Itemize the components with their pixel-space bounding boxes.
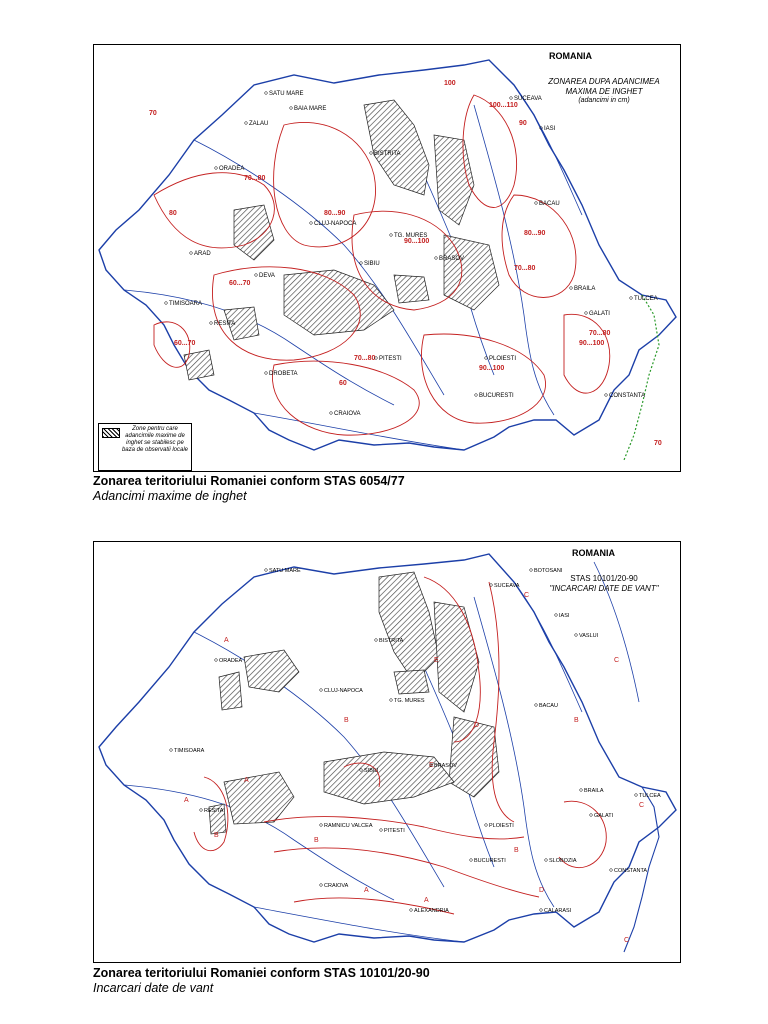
zone-label: 60...70 bbox=[174, 340, 196, 347]
city-label: CLUJ-NAPOCA bbox=[324, 688, 363, 694]
zone-label: B bbox=[574, 717, 579, 724]
city-label: CRAIOVA bbox=[324, 883, 349, 889]
zone-label: 80...90 bbox=[324, 210, 346, 217]
mountain-zone bbox=[364, 100, 429, 195]
city-label: SATU MARE bbox=[269, 568, 301, 574]
city-marker bbox=[485, 357, 488, 360]
city-label: DEVA bbox=[259, 273, 275, 279]
zone-label: C bbox=[614, 657, 620, 664]
city-marker bbox=[390, 234, 393, 237]
city-label: BOTOSANI bbox=[534, 568, 563, 574]
city-label: BISTRITA bbox=[374, 151, 401, 157]
city-marker bbox=[215, 659, 218, 662]
city-marker bbox=[360, 262, 363, 265]
city-marker bbox=[265, 569, 268, 572]
city-label: BACAU bbox=[539, 201, 560, 207]
city-marker bbox=[570, 287, 573, 290]
city-marker bbox=[485, 824, 488, 827]
zone-label: C bbox=[524, 592, 530, 599]
city-marker bbox=[265, 92, 268, 95]
wind-load-map-drawing bbox=[94, 542, 680, 962]
zone-label: 90...100 bbox=[479, 365, 505, 372]
city-marker bbox=[215, 167, 218, 170]
zone-label: A bbox=[244, 777, 249, 784]
city-label: IASI bbox=[544, 126, 556, 132]
mountain-zone bbox=[219, 672, 242, 710]
zone-label: D bbox=[539, 887, 545, 894]
city-label: BISTRITA bbox=[379, 638, 404, 644]
mountain-zone bbox=[449, 717, 499, 797]
city-label: PITESTI bbox=[384, 828, 405, 834]
city-label: TIMISOARA bbox=[169, 301, 203, 307]
city-label: TG. MURES bbox=[394, 698, 425, 704]
city-marker bbox=[530, 569, 533, 572]
city-marker bbox=[310, 222, 313, 225]
city-marker bbox=[575, 634, 578, 637]
city-label: GALATI bbox=[589, 311, 610, 317]
city-label: CONSTANTA bbox=[609, 393, 646, 399]
city-label: TULCEA bbox=[634, 296, 658, 302]
city-label: PLOIESTI bbox=[489, 356, 517, 362]
city-label: PLOIESTI bbox=[489, 823, 514, 829]
zone-isoline bbox=[502, 195, 576, 298]
city-label: BAIA MARE bbox=[294, 106, 327, 112]
city-label: SUCEAVA bbox=[494, 583, 520, 589]
city-marker bbox=[630, 297, 633, 300]
city-marker bbox=[190, 252, 193, 255]
city-marker bbox=[265, 372, 268, 375]
zone-label: 70...80 bbox=[244, 175, 266, 182]
mountain-zone bbox=[379, 572, 439, 682]
zone-label: A bbox=[364, 887, 369, 894]
wind-load-map bbox=[93, 541, 681, 963]
city-marker bbox=[635, 794, 638, 797]
city-marker bbox=[435, 257, 438, 260]
hatch-swatch bbox=[102, 428, 120, 438]
map-title-line-2: MAXIMA DE INGHET bbox=[565, 87, 643, 96]
city-marker bbox=[210, 322, 213, 325]
city-label: BRAILA bbox=[584, 788, 604, 794]
zone-label: 100 bbox=[444, 80, 456, 87]
city-label: TG. MURES bbox=[394, 233, 428, 239]
caption-wind bbox=[93, 966, 430, 996]
city-label: BUCURESTI bbox=[474, 858, 506, 864]
legend bbox=[98, 423, 192, 471]
mountain-zone bbox=[224, 772, 294, 824]
city-label: CALARASI bbox=[544, 908, 572, 914]
city-label: VASLUI bbox=[579, 633, 599, 639]
city-marker bbox=[320, 824, 323, 827]
city-marker bbox=[320, 884, 323, 887]
country-label: ROMANIA bbox=[549, 51, 592, 61]
caption-subtitle: Adancimi maxime de inghet bbox=[93, 489, 247, 503]
map-title-line-1: ZONAREA DUPA ADANCIMEA bbox=[548, 77, 660, 86]
city-label: ORADEA bbox=[219, 658, 243, 664]
city-marker bbox=[585, 312, 588, 315]
city-label: TIMISOARA bbox=[174, 748, 205, 754]
zone-label: 70...80 bbox=[354, 355, 376, 362]
city-marker bbox=[170, 749, 173, 752]
city-marker bbox=[590, 814, 593, 817]
city-label: BUCURESTI bbox=[479, 393, 514, 399]
black-sea-coast bbox=[624, 295, 659, 460]
zone-label: 70...80 bbox=[589, 330, 611, 337]
zone-label: 70 bbox=[149, 110, 157, 117]
legend-text: Zone pentru care adancimile maxime de inghet se stabilesc pe baza de observatii locale bbox=[121, 426, 189, 453]
mountain-zone bbox=[284, 270, 394, 335]
city-marker bbox=[510, 97, 513, 100]
map-title-line-1: STAS 10101/20-90 bbox=[570, 574, 638, 583]
city-marker bbox=[380, 829, 383, 832]
city-label: CRAIOVA bbox=[334, 411, 361, 417]
caption-title: Zonarea teritoriului Romaniei conform STAS 10101/20-90 bbox=[93, 966, 430, 980]
mountain-zone bbox=[394, 670, 429, 694]
city-label: ORADEA bbox=[219, 166, 245, 172]
country-label: ROMANIA bbox=[572, 548, 615, 558]
mountain-zone bbox=[244, 650, 299, 692]
mountain-zone bbox=[394, 275, 429, 303]
city-label: ARAD bbox=[194, 251, 211, 257]
city-marker bbox=[470, 859, 473, 862]
city-label: SUCEAVA bbox=[514, 96, 542, 102]
city-label: SATU MARE bbox=[269, 91, 304, 97]
city-label: DROBETA bbox=[269, 371, 298, 377]
zone-label: B bbox=[214, 832, 219, 839]
city-label: RESITA bbox=[204, 808, 224, 814]
city-label: BRAILA bbox=[574, 286, 596, 292]
city-marker bbox=[375, 639, 378, 642]
zone-isoline bbox=[564, 314, 610, 393]
mountain-zone bbox=[434, 602, 479, 712]
caption-frost bbox=[93, 474, 405, 504]
zone-label: C bbox=[624, 937, 630, 944]
zone-label: E bbox=[434, 657, 439, 664]
city-label: ZALAU bbox=[249, 121, 269, 127]
city-label: SIBIU bbox=[364, 261, 380, 267]
zone-label: A bbox=[424, 897, 429, 904]
zone-label: A bbox=[184, 797, 189, 804]
zone-boundary bbox=[274, 848, 539, 897]
city-marker bbox=[200, 809, 203, 812]
city-marker bbox=[320, 689, 323, 692]
city-marker bbox=[605, 394, 608, 397]
city-marker bbox=[390, 699, 393, 702]
zone-label: 100...110 bbox=[489, 102, 518, 109]
mountain-zone bbox=[324, 752, 454, 804]
city-label: BRASOV bbox=[439, 256, 465, 262]
city-marker bbox=[580, 789, 583, 792]
city-marker bbox=[475, 394, 478, 397]
city-label: IASI bbox=[559, 613, 570, 619]
city-marker bbox=[330, 412, 333, 415]
city-label: GALATI bbox=[594, 813, 614, 819]
city-marker bbox=[255, 274, 258, 277]
city-label: RESITA bbox=[214, 321, 236, 327]
zone-label: 60...70 bbox=[229, 280, 251, 287]
zone-label: 90...100 bbox=[404, 238, 430, 245]
city-marker bbox=[535, 202, 538, 205]
mountain-zone bbox=[234, 205, 274, 260]
caption-subtitle: Incarcari date de vant bbox=[93, 981, 214, 995]
city-marker bbox=[545, 859, 548, 862]
city-label: BACAU bbox=[539, 703, 558, 709]
zone-label: 80...90 bbox=[524, 230, 546, 237]
zone-label: 70...80 bbox=[514, 265, 536, 272]
map-title-line-2: "INCARCARI DATE DE VANT" bbox=[549, 584, 659, 593]
city-marker bbox=[535, 704, 538, 707]
city-marker bbox=[610, 869, 613, 872]
mountain-zone bbox=[444, 235, 499, 310]
frost-depth-map-drawing bbox=[94, 45, 680, 471]
city-marker bbox=[555, 614, 558, 617]
zone-label: 90 bbox=[519, 120, 527, 127]
city-label: SLOBOZIA bbox=[549, 858, 577, 864]
zone-label: B bbox=[344, 717, 349, 724]
city-label: BRASOV bbox=[434, 763, 457, 769]
frost-depth-map bbox=[93, 44, 681, 472]
city-marker bbox=[540, 909, 543, 912]
city-marker bbox=[370, 152, 373, 155]
zone-label: A bbox=[224, 637, 229, 644]
zone-boundary bbox=[489, 582, 514, 822]
city-marker bbox=[290, 107, 293, 110]
city-label: ALEXANDRIA bbox=[414, 908, 449, 914]
city-marker bbox=[245, 122, 248, 125]
city-label: SIBIU bbox=[364, 768, 379, 774]
zone-isoline bbox=[274, 122, 376, 246]
zone-label: 80 bbox=[169, 210, 177, 217]
zone-label: C bbox=[639, 802, 645, 809]
zone-label: B bbox=[514, 847, 519, 854]
city-label: RAMNICU VALCEA bbox=[324, 823, 373, 829]
map-title-line-3: (adancimi in cm) bbox=[578, 97, 630, 104]
city-label: PITESTI bbox=[379, 356, 402, 362]
mountain-zone bbox=[184, 350, 214, 380]
city-label: CONSTANTA bbox=[614, 868, 648, 874]
caption-title: Zonarea teritoriului Romaniei conform STAS 6054/77 bbox=[93, 474, 405, 488]
zone-label: 60 bbox=[339, 380, 347, 387]
city-marker bbox=[410, 909, 413, 912]
zone-label: 90...100 bbox=[579, 340, 605, 347]
city-marker bbox=[165, 302, 168, 305]
zone-label: 70 bbox=[654, 440, 662, 447]
zone-label: E bbox=[429, 762, 434, 769]
zone-label: B bbox=[314, 837, 319, 844]
city-label: TULCEA bbox=[639, 793, 661, 799]
city-label: CLUJ-NAPOCA bbox=[314, 221, 357, 227]
zone-label: D bbox=[474, 722, 480, 729]
